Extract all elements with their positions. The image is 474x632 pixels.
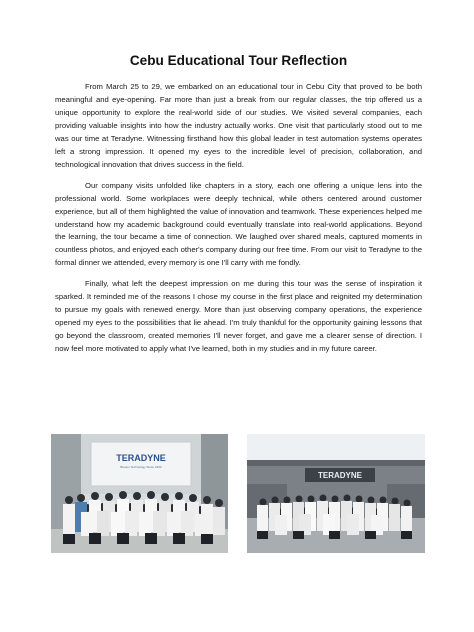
- teradyne-sign-subtext: Boston Technology Since 1960: [120, 465, 162, 469]
- photo-row: [51, 434, 425, 553]
- group-photo-teradyne-sign: [51, 434, 228, 553]
- paragraph-3: Finally, what left the deepest impression on me during this tour was the sense of inspiration it sparked. It reminded me of the reasons I chose my course in the first place and reignited my determination to pursue my goals with renewed energy. More than just observing company operations, the experience opened my eyes to the possibilities that lie ahead. I'm truly thankful for the opportunity gaining lessons that go beyond the classroom, created memories I'll never forget, and gave me a clearer sense of direction. I now feel more motivated to apply what I've learned, both in my studies and in my future career.: [55, 279, 422, 354]
- paragraph-2: Our company visits unfolded like chapters in a story, each one offering a unique lens into the professional world. Some workplaces were deeply technical, while others centered around customer experience, but all of them highlighted the value of innovation and teamwork. These experiences helped me understand how my academic background could eventually translate into real-world applications. Beyond the learning, the tour became a time of connection. We laughed over shared meals, captured moments in countless photos, and enjoyed each other's company during our free time. From our visit to Teradyne to the formal dinner we attended, every memory is one I'll carry with me fondly.: [55, 180, 422, 268]
- paragraph-1: From March 25 to 29, we embarked on an educational tour in Cebu City that proved to be both meaningful and eye-opening. Far more than just a break from our regular classes, the trip offered us a unique opportunity to explore the real-world side of our studies. We visited several companies, each providing valuable insights into how the industry actually works. One visit that particularly stood out to me was our time at Teradyne. Witnessing firsthand how this global leader in test automation systems operates left a strong impression. It opened my eyes to the incredible level of precision, collaboration, and technological innovation that drives success in the field.: [55, 82, 422, 169]
- group-photo-teradyne-building: [247, 434, 425, 553]
- document-body: [55, 81, 422, 356]
- teradyne-sign-text: TERADYNE: [116, 453, 166, 463]
- building-sign-text: TERADYNE: [317, 471, 363, 480]
- document-title: Cebu Educational Tour Reflection: [129, 53, 348, 68]
